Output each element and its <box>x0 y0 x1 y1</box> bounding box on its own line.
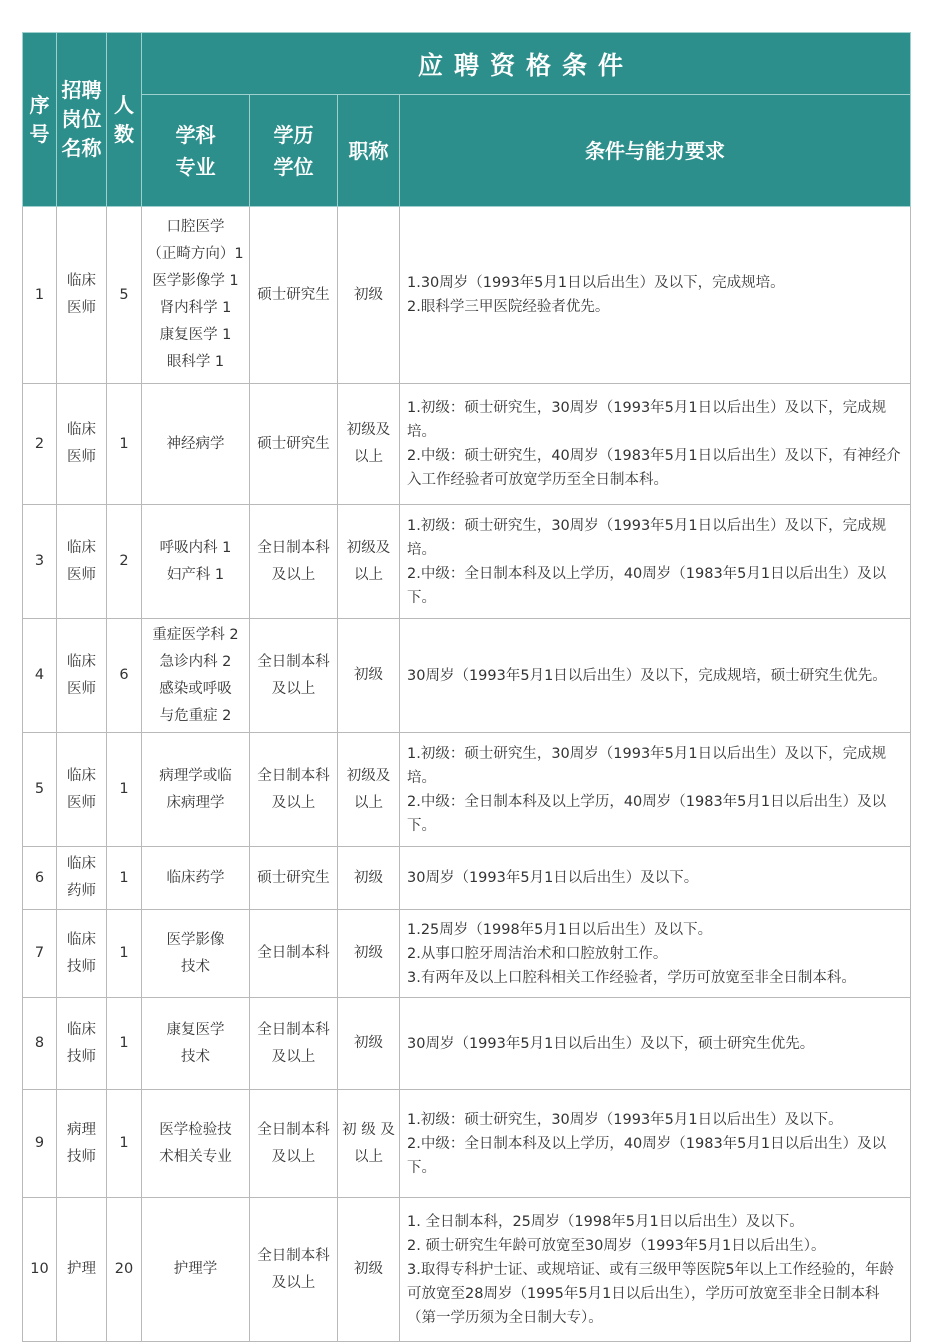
cell-position-line: 医师 <box>67 300 96 316</box>
cell-education-line: 及以上 <box>271 1148 316 1165</box>
cell-title-line: 初级 <box>354 869 383 886</box>
cell-major-line: 呼吸内科 1 <box>159 539 232 556</box>
table-row <box>23 207 911 384</box>
cell-position <box>57 910 107 998</box>
cell-major-line: 眼科学 1 <box>166 354 225 370</box>
cell-requirements-line: 2.中级：硕士研究生，40周岁（1983年5月1日以后出生）及以下，有神经介入工作经验者可放宽学历至全日制本科。 <box>407 448 901 488</box>
cell-major <box>142 847 250 910</box>
cell-title-line: 以上 <box>354 794 383 811</box>
cell-major <box>142 1090 250 1198</box>
cell-requirements-line: 2.眼科学三甲医院经验者优先。 <box>407 299 610 315</box>
cell-major-line: 医学影像学 1 <box>152 273 239 289</box>
cell-no: 8 <box>23 998 57 1090</box>
cell-major-line: 术相关专业 <box>159 1148 232 1165</box>
header-qualification: 应聘资格条件 <box>142 33 911 95</box>
cell-major-line: 康复医学 1 <box>159 327 232 343</box>
cell-education-line: 及以上 <box>271 1048 316 1065</box>
cell-education <box>250 1090 338 1198</box>
cell-position-line: 临床 <box>67 1021 96 1038</box>
cell-position-line: 技师 <box>67 958 96 975</box>
cell-position <box>57 384 107 505</box>
cell-requirements-line: 1.初级：硕士研究生，30周岁（1993年5月1日以后出生）及以下，完成规培。 <box>407 400 887 440</box>
cell-major-line: 病理学或临 <box>159 767 232 784</box>
header-no: 序 号 <box>23 33 57 207</box>
cell-major-line: 护理学 <box>173 1261 218 1277</box>
cell-education-line: 全日制本科 <box>257 945 330 961</box>
table-body <box>23 207 911 1342</box>
cell-major <box>142 207 250 384</box>
cell-education <box>250 910 338 998</box>
cell-requirements-line: 30周岁（1993年5月1日以后出生）及以下，硕士研究生优先。 <box>407 1035 815 1052</box>
cell-major <box>142 733 250 847</box>
cell-title-line: 初级 <box>354 1035 383 1051</box>
cell-position <box>57 998 107 1090</box>
cell-position-line: 医师 <box>67 449 96 465</box>
table-row <box>23 1090 911 1198</box>
cell-education-line: 及以上 <box>271 1274 316 1291</box>
cell-title-line: 初级 <box>354 945 383 961</box>
cell-title <box>338 1198 400 1342</box>
cell-title-line: 初级及 <box>346 539 391 556</box>
cell-position-line: 临床 <box>67 931 96 948</box>
cell-position-line: 临床 <box>67 767 96 784</box>
cell-requirements-line: 2.中级：全日制本科及以上学历，40周岁（1983年5月1日以后出生）及以下。 <box>407 793 887 834</box>
cell-requirements <box>400 207 911 384</box>
cell-requirements-line: 2.从事口腔牙周洁治术和口腔放射工作。 <box>407 945 668 962</box>
cell-position-line: 临床 <box>67 539 96 556</box>
cell-position <box>57 505 107 619</box>
cell-major <box>142 619 250 733</box>
cell-education <box>250 384 338 505</box>
cell-count: 6 <box>107 619 142 733</box>
cell-no: 10 <box>23 1198 57 1342</box>
cell-count: 1 <box>107 733 142 847</box>
cell-major-line: 技术 <box>181 1048 210 1065</box>
cell-count: 5 <box>107 207 142 384</box>
cell-education <box>250 1198 338 1342</box>
cell-requirements-line: 30周岁（1993年5月1日以后出生）及以下，完成规培，硕士研究生优先。 <box>407 667 887 684</box>
cell-major-line: 感染或呼吸 <box>159 680 232 697</box>
cell-education-line: 全日制本科 <box>257 1121 330 1138</box>
cell-major-line: 重症医学科 2 <box>152 626 239 643</box>
cell-education-line: 全日制本科 <box>257 767 330 784</box>
cell-position-line: 临床 <box>67 653 96 670</box>
cell-requirements <box>400 847 911 910</box>
table-row <box>23 998 911 1090</box>
recruitment-table <box>22 32 911 1342</box>
cell-count: 2 <box>107 505 142 619</box>
cell-count: 1 <box>107 910 142 998</box>
cell-position-line: 临床 <box>67 422 96 438</box>
cell-requirements <box>400 910 911 998</box>
cell-requirements-line: 2.中级：全日制本科及以上学历，40周岁（1983年5月1日以后出生）及以下。 <box>407 1135 887 1176</box>
cell-requirements <box>400 619 911 733</box>
cell-title <box>338 505 400 619</box>
cell-requirements-line: 1.初级：硕士研究生，30周岁（1993年5月1日以后出生）及以下。 <box>407 1111 843 1128</box>
cell-education <box>250 847 338 910</box>
table-row <box>23 384 911 505</box>
cell-major-line: 急诊内科 2 <box>159 653 232 670</box>
header-requirements: 条件与能力要求 <box>400 95 911 207</box>
cell-education <box>250 733 338 847</box>
cell-title-line: 初级 <box>354 286 383 303</box>
cell-title-line: 以上 <box>354 449 383 465</box>
cell-position-line: 临床 <box>67 273 96 289</box>
cell-major-line: 医学影像 <box>166 931 225 948</box>
cell-title-line: 初级及 <box>346 422 391 438</box>
cell-position <box>57 207 107 384</box>
cell-no: 7 <box>23 910 57 998</box>
cell-major-line: 肾内科学 1 <box>159 300 232 316</box>
cell-requirements-line: 3.取得专科护士证、或规培证、或有三级甲等医院5年以上工作经验的，年龄可放宽至28周岁（1995年5月1日以后出生），学历可放宽至非全日制本科（第一学历须为全日制大专）。 <box>407 1261 895 1326</box>
cell-no: 9 <box>23 1090 57 1198</box>
cell-education-line: 硕士研究生 <box>257 869 330 886</box>
cell-major-line: 床病理学 <box>166 794 225 811</box>
cell-education <box>250 619 338 733</box>
cell-title <box>338 384 400 505</box>
table-row <box>23 847 911 910</box>
cell-count: 1 <box>107 847 142 910</box>
cell-major-line: 神经病学 <box>166 435 225 452</box>
cell-position-line: 药师 <box>67 883 96 899</box>
cell-count: 20 <box>107 1198 142 1342</box>
cell-major-line: 临床药学 <box>166 869 225 886</box>
cell-no: 1 <box>23 207 57 384</box>
cell-position-line: 技师 <box>67 1148 96 1165</box>
cell-title <box>338 207 400 384</box>
cell-major <box>142 910 250 998</box>
cell-no: 5 <box>23 733 57 847</box>
cell-no: 2 <box>23 384 57 505</box>
cell-count: 1 <box>107 998 142 1090</box>
cell-major <box>142 1198 250 1342</box>
cell-education-line: 全日制本科 <box>257 1247 330 1264</box>
cell-education <box>250 998 338 1090</box>
cell-title-line: 初级 <box>354 1261 383 1277</box>
cell-no: 6 <box>23 847 57 910</box>
cell-requirements-line: 30周岁（1993年5月1日以后出生）及以下。 <box>407 870 699 886</box>
cell-position <box>57 847 107 910</box>
table-row <box>23 910 911 998</box>
cell-education-line: 全日制本科 <box>257 1021 330 1038</box>
cell-position <box>57 1090 107 1198</box>
cell-education-line: 及以上 <box>271 566 316 583</box>
cell-requirements-line: 1.初级：硕士研究生，30周岁（1993年5月1日以后出生）及以下，完成规培。 <box>407 745 887 786</box>
cell-position-line: 技师 <box>67 1048 96 1065</box>
cell-major-line: 技术 <box>181 958 210 975</box>
cell-title-line: 初 级 及 <box>342 1121 395 1138</box>
cell-requirements-line: 1.25周岁（1998年5月1日以后出生）及以下。 <box>407 921 713 938</box>
cell-education-line: 硕士研究生 <box>257 435 330 452</box>
cell-major <box>142 384 250 505</box>
cell-count: 1 <box>107 1090 142 1198</box>
cell-requirements <box>400 1090 911 1198</box>
cell-major <box>142 998 250 1090</box>
cell-no: 4 <box>23 619 57 733</box>
cell-position-line: 临床 <box>67 856 96 872</box>
cell-count: 1 <box>107 384 142 505</box>
cell-title <box>338 1090 400 1198</box>
cell-requirements <box>400 733 911 847</box>
cell-requirements-line: 1.初级：硕士研究生，30周岁（1993年5月1日以后出生）及以下，完成规培。 <box>407 517 887 558</box>
cell-position-line: 医师 <box>67 680 96 697</box>
cell-requirements-line: 2.中级：全日制本科及以上学历，40周岁（1983年5月1日以后出生）及以下。 <box>407 565 887 606</box>
cell-position <box>57 619 107 733</box>
cell-position-line: 医师 <box>67 566 96 583</box>
cell-title-line: 以上 <box>354 1148 383 1165</box>
table-row <box>23 733 911 847</box>
cell-title <box>338 910 400 998</box>
cell-requirements <box>400 1198 911 1342</box>
cell-education <box>250 207 338 384</box>
cell-no: 3 <box>23 505 57 619</box>
header-title: 职称 <box>338 95 400 207</box>
cell-title-line: 初级 <box>354 667 383 683</box>
cell-major-line: （正畸方向）1 <box>147 246 244 262</box>
cell-title <box>338 847 400 910</box>
header-position: 招聘 岗位 名称 <box>57 33 107 207</box>
header-major: 学科 专业 <box>142 95 250 207</box>
table-row <box>23 505 911 619</box>
cell-major-line: 口腔医学 <box>166 219 225 235</box>
cell-requirements <box>400 384 911 505</box>
header-count: 人 数 <box>107 33 142 207</box>
cell-requirements-line: 1.30周岁（1993年5月1日以后出生）及以下，完成规培。 <box>407 275 785 291</box>
cell-title <box>338 619 400 733</box>
cell-title <box>338 998 400 1090</box>
cell-major <box>142 505 250 619</box>
cell-major-line: 与危重症 2 <box>159 707 232 724</box>
cell-education-line: 及以上 <box>271 680 316 697</box>
cell-requirements <box>400 505 911 619</box>
cell-major-line: 医学检验技 <box>159 1121 232 1138</box>
cell-title-line: 初级及 <box>346 767 391 784</box>
table-row <box>23 1198 911 1342</box>
cell-position-line: 病理 <box>67 1121 96 1138</box>
cell-education-line: 及以上 <box>271 794 316 811</box>
cell-major-line: 康复医学 <box>166 1021 225 1038</box>
header-education: 学历 学位 <box>250 95 338 207</box>
cell-education-line: 硕士研究生 <box>257 286 330 303</box>
cell-education <box>250 505 338 619</box>
cell-major-line: 妇产科 1 <box>166 566 225 583</box>
cell-title <box>338 733 400 847</box>
cell-position-line: 医师 <box>67 794 96 811</box>
table-row <box>23 619 911 733</box>
cell-requirements-line: 2. 硕士研究生年龄可放宽至30周岁（1993年5月1日以后出生）。 <box>407 1237 826 1254</box>
cell-requirements <box>400 998 911 1090</box>
cell-position-line: 护理 <box>67 1261 96 1277</box>
cell-education-line: 全日制本科 <box>257 653 330 670</box>
cell-title-line: 以上 <box>354 566 383 583</box>
cell-requirements-line: 3.有两年及以上口腔科相关工作经验者，学历可放宽至非全日制本科。 <box>407 969 856 986</box>
cell-education-line: 全日制本科 <box>257 539 330 556</box>
cell-requirements-line: 1. 全日制本科，25周岁（1998年5月1日以后出生）及以下。 <box>407 1213 804 1230</box>
cell-position <box>57 733 107 847</box>
cell-position <box>57 1198 107 1342</box>
